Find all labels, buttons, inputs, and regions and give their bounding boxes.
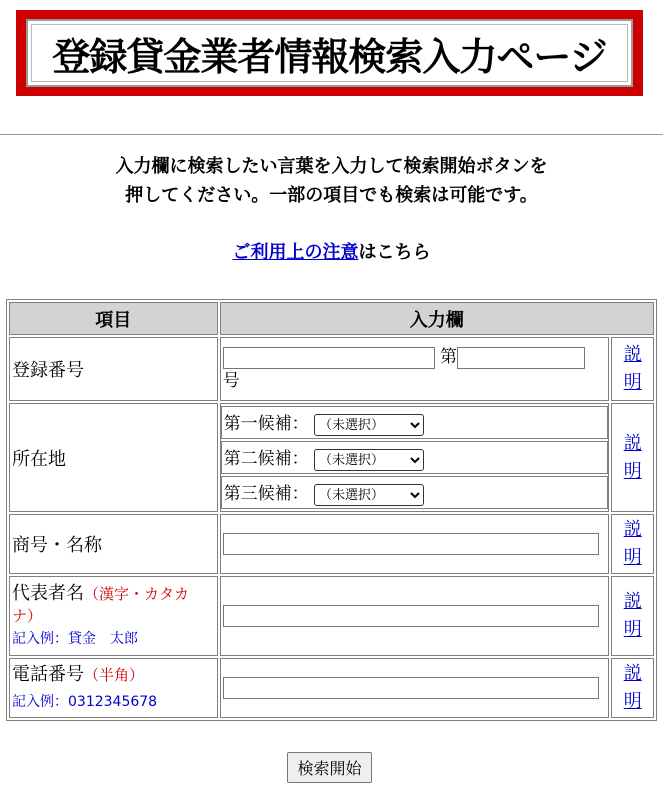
notice [0, 240, 663, 266]
phone-field[interactable] [223, 677, 599, 699]
phone-label-cell [9, 658, 218, 718]
explain-trade-name [611, 514, 654, 574]
row-representative [9, 576, 654, 656]
header-input: 入力欄 [220, 302, 654, 335]
registration-number-cell [220, 337, 610, 401]
explain-link-address[interactable]: 説 明 [623, 432, 642, 482]
address-candidate-1 [221, 406, 609, 439]
explain-link-registration-number[interactable]: 説 明 [623, 344, 642, 393]
instructions [0, 152, 663, 210]
address-cell [220, 403, 610, 512]
trade-name-field[interactable] [223, 533, 599, 555]
representative-cell [220, 576, 610, 656]
header-item: 項目 [9, 302, 218, 335]
address-candidate-2 [221, 441, 609, 474]
search-start-button[interactable]: 検索開始 [287, 752, 372, 783]
representative-note: （漢字・カタカナ） [12, 584, 190, 625]
explain-registration-number [611, 337, 654, 401]
page-title: 登録貸金業者情報検索入力ページ [52, 34, 607, 79]
candidate-3-label: 第三候補： [223, 483, 309, 504]
row-registration-number [9, 337, 654, 401]
search-form-table [6, 299, 657, 721]
registration-number-label: 登録番号 [9, 337, 218, 401]
representative-example: 記入例：貸金 太郎 [12, 630, 138, 647]
trade-name-label: 商号・名称 [9, 514, 218, 574]
instructions-line-2: 押してください。一部の項目でも検索は可能です。 [125, 185, 538, 206]
registration-number-field-1[interactable] [223, 347, 435, 369]
explain-representative [611, 576, 654, 656]
table-header-row [9, 302, 654, 335]
explain-link-representative[interactable]: 説 明 [623, 591, 642, 640]
row-phone [9, 658, 654, 718]
usage-notice-link[interactable]: ご利用上の注意 [232, 242, 359, 263]
title-inner-frame [26, 19, 633, 87]
registration-number-sep: 第 [440, 347, 457, 367]
trade-name-cell [220, 514, 610, 574]
instructions-line-1: 入力欄に検索したい言葉を入力して検索開始ボタンを [115, 156, 548, 177]
address-candidates [221, 404, 609, 511]
address-label: 所在地 [9, 403, 218, 512]
registration-number-suffix: 号 [222, 371, 240, 391]
representative-field[interactable] [223, 605, 599, 627]
address-candidate-3 [221, 476, 609, 509]
registration-number-field-2[interactable] [457, 347, 585, 369]
explain-phone [611, 658, 654, 718]
representative-label-cell [9, 576, 218, 656]
representative-label: 代表者名 [12, 582, 84, 604]
candidate-1-label: 第一候補： [223, 413, 309, 434]
notice-suffix: はこちら [358, 242, 431, 263]
phone-example: 記入例：0312345678 [12, 693, 158, 710]
title-inner-box [31, 24, 628, 82]
phone-note: （半角） [84, 665, 145, 684]
row-trade-name [9, 514, 654, 574]
candidate-1-select[interactable] [314, 414, 424, 436]
candidate-3-select[interactable] [314, 484, 424, 506]
phone-label: 電話番号 [12, 663, 84, 685]
title-banner [16, 10, 643, 96]
candidate-2-label: 第二候補： [223, 448, 309, 469]
candidate-2-select[interactable] [314, 449, 424, 471]
explain-link-phone[interactable]: 説 明 [623, 663, 642, 712]
divider [0, 134, 663, 135]
phone-cell [220, 658, 610, 718]
explain-address [611, 403, 654, 512]
row-address [9, 403, 654, 512]
explain-link-trade-name[interactable]: 説 明 [623, 519, 642, 568]
